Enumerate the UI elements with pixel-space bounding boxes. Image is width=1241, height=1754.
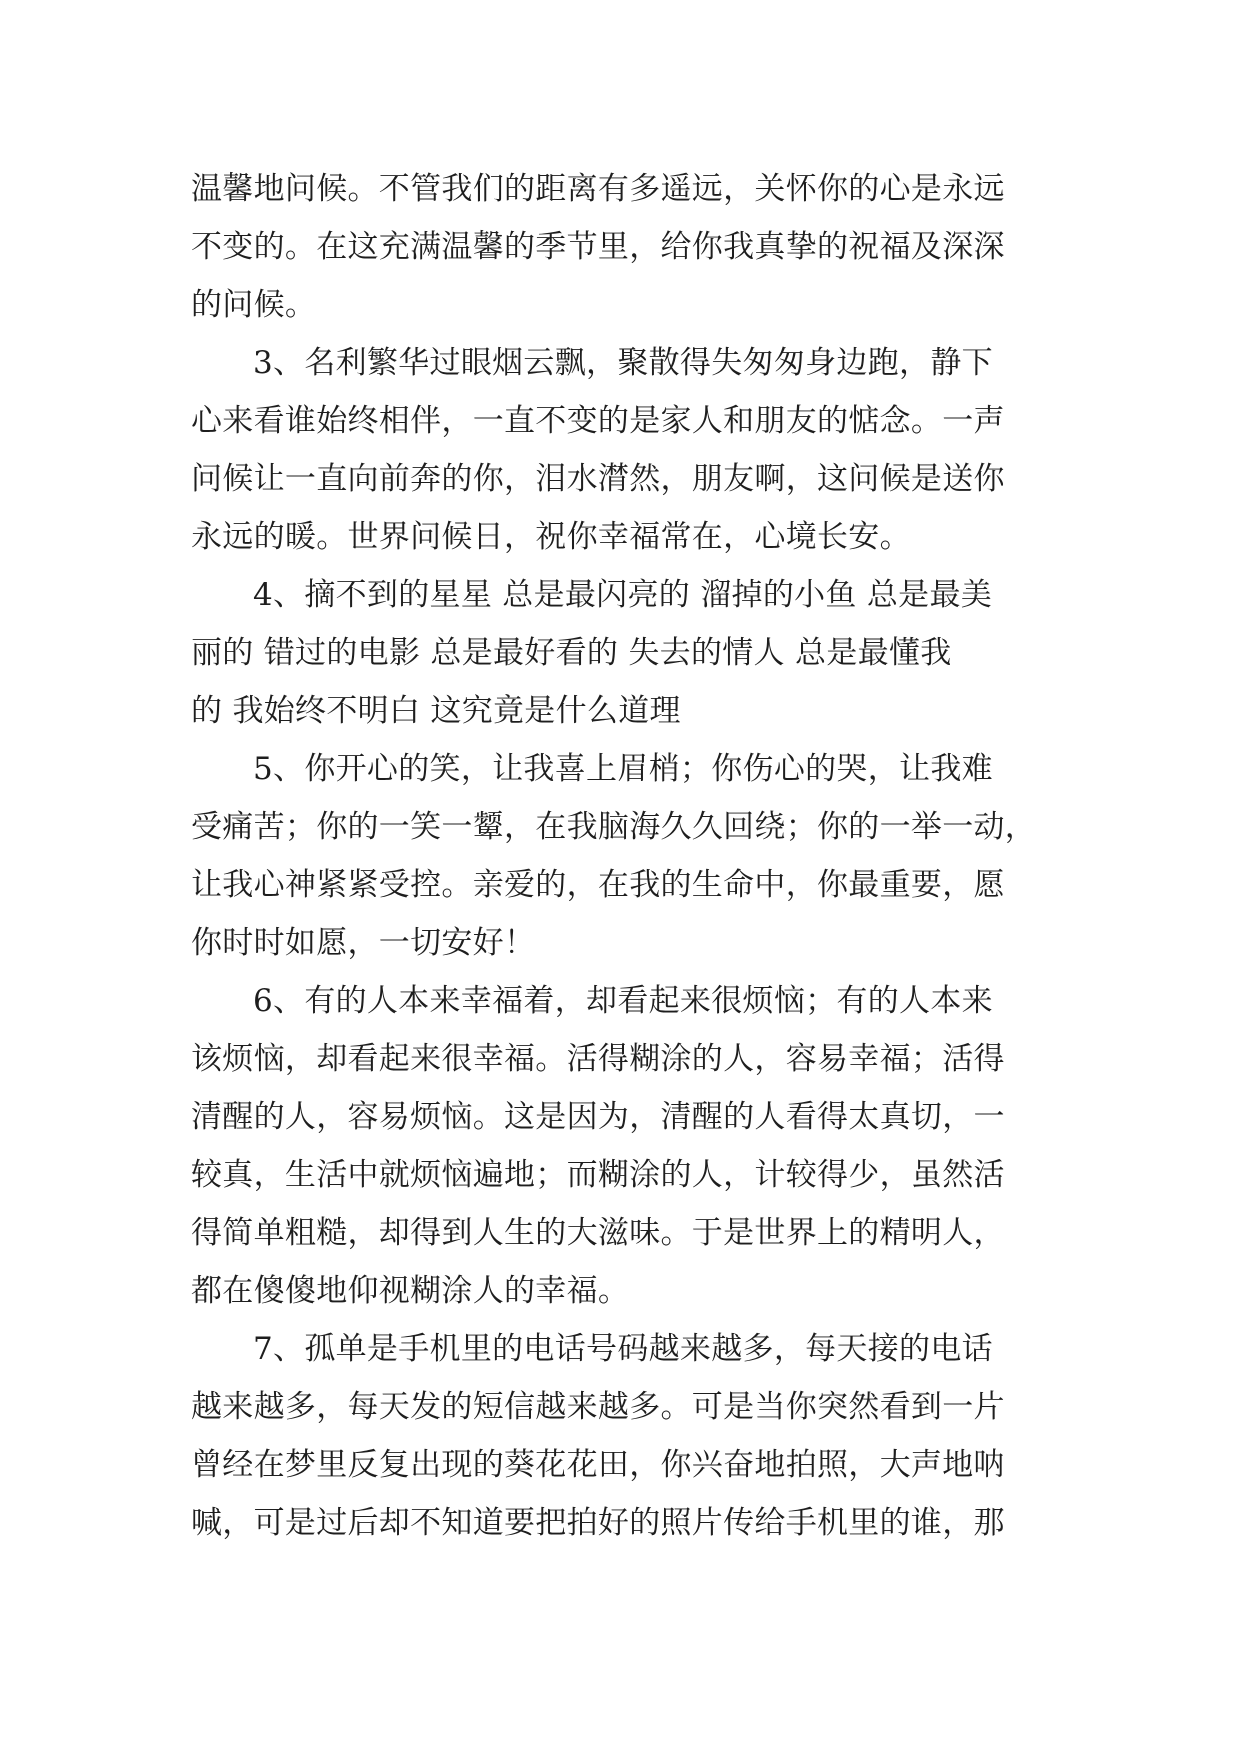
text-line: 永远的暖。世界问候日，祝你幸福常在，心境长安。 [191,519,911,555]
text-line: 得简单粗糙，却得到人生的大滋味。于是世界上的精明人， [191,1215,1005,1251]
paragraph-p3 [191,334,1051,566]
text-line: 喊，可是过后却不知道要把拍好的照片传给手机里的谁，那 [191,1505,1005,1541]
text-line: 清醒的人，容易烦恼。这是因为，清醒的人看得太真切，一 [191,1099,1005,1135]
paragraph-p-cont [191,160,1051,334]
text-line: 心来看谁始终相伴，一直不变的是家人和朋友的惦念。一声 [191,403,1005,439]
text-line: 受痛苦；你的一笑一颦，在我脑海久久回绕；你的一举一动， [191,809,1037,845]
text-line: 你时时如愿，一切安好！ [191,925,536,961]
text-line: 越来越多，每天发的短信越来越多。可是当你突然看到一片 [191,1389,1005,1425]
paragraph-p4 [191,566,1051,740]
paragraph-p5 [191,740,1051,972]
text-line: 的 我始终不明白 这究竟是什么道理 [191,693,681,729]
text-line: 问候让一直向前奔的你，泪水潸然，朋友啊，这问候是送你 [191,461,1005,497]
text-line: 温馨地问候。不管我们的距离有多遥远，关怀你的心是永远 [191,171,1005,207]
text-line: 丽的 错过的电影 总是最好看的 失去的情人 总是最懂我 [191,635,952,671]
text-line: 不变的。在这充满温馨的季节里，给你我真挚的祝福及深深 [191,229,1005,265]
text-line: 3、名利繁华过眼烟云飘，聚散得失匆匆身边跑，静下 [253,345,993,381]
text-line: 让我心神紧紧受控。亲爱的，在我的生命中，你最重要，愿 [191,867,1005,903]
text-line: 的问候。 [191,287,317,323]
text-line: 该烦恼，却看起来很幸福。活得糊涂的人，容易幸福；活得 [191,1041,1005,1077]
document-body [191,160,1051,1552]
text-line: 5、你开心的笑，让我喜上眉梢；你伤心的哭，让我难 [253,751,993,787]
text-line: 4、摘不到的星星 总是最闪亮的 溜掉的小鱼 总是最美 [253,577,993,613]
text-line: 较真，生活中就烦恼遍地；而糊涂的人，计较得少，虽然活 [191,1157,1005,1193]
text-line: 曾经在梦里反复出现的葵花花田，你兴奋地拍照，大声地呐 [191,1447,1005,1483]
paragraph-p7 [191,1320,1051,1552]
text-line: 6、有的人本来幸福着，却看起来很烦恼；有的人本来 [253,983,993,1019]
text-line: 7、孤单是手机里的电话号码越来越多，每天接的电话 [253,1331,993,1367]
text-line: 都在傻傻地仰视糊涂人的幸福。 [191,1273,630,1309]
paragraph-p6 [191,972,1051,1320]
